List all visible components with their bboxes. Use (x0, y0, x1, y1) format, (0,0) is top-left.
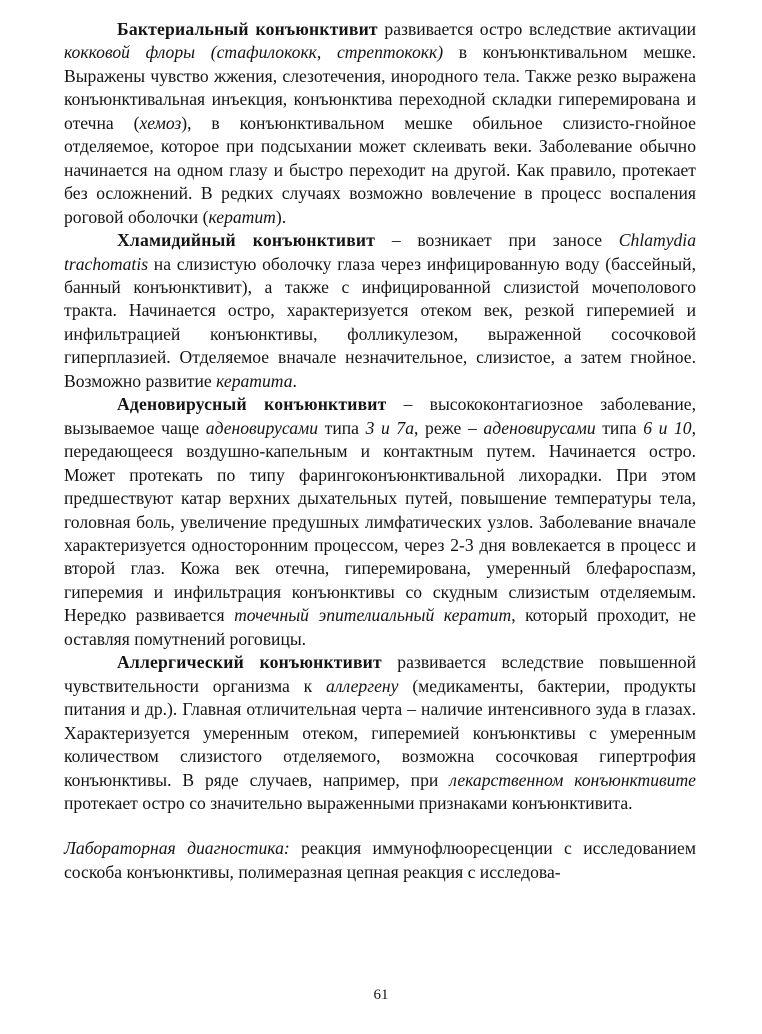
page-body (64, 18, 696, 884)
emphasis-keratitis: кератита (216, 370, 293, 391)
emphasis-types-3-7a: 3 и 7а (365, 417, 415, 438)
term-chlamydial-conjunctivitis: Хламидийный конъюнктивит (117, 230, 376, 251)
label-lab-diagnostics: Лабораторная диагностика: (64, 838, 290, 859)
emphasis-keratitis: кератит (208, 206, 276, 227)
emphasis-epithelial-keratitis: точечный эпителиальный кератит (234, 605, 512, 626)
emphasis-adenoviruses: аденовирусами (483, 417, 596, 438)
paragraph-lab-diagnostics: Лабораторная диагностика: реакция иммунофлюоресценции с исследованием соскоба конъюнктивы, полимеразная цепная реакция с исследова- (64, 838, 696, 882)
emphasis-allergen: аллергену (326, 675, 399, 696)
term-bacterial-conjunctivitis: Бактериальный конъюнктивит (117, 19, 378, 39)
term-allergic-conjunctivitis: Аллергический конъюнктивит (117, 652, 382, 673)
paragraph-adenoviral-conjunctivitis: Аденовирусный конъюнктивит – высококонтагиозное заболевание, вызываемое чаще аденовирусами типа 3 и 7а, реже – аденовирусами типа 6 и 10, передающееся воздушно-капельным и контактным путем. Начинается остро. Может протекать по типу фарингоконъюнктивальной лихорадки. При этом предшествуют катар верхних дыхательных путей, повышение температуры тела, головная боль, увеличение предушных лимфатических узлов. Заболевание вначале характеризуется односторонним процессом, через 2-3 дня вовлекается в процесс и второй глаз. Кожа век отечна, гиперемирована, умеренный блефароспазм, гиперемия и инфильтрация конъюнктивы со скудным слизистым отделяемым. Нередко развивается точечный эпителиальный кератит, который проходит, не оставляя помутнений роговицы. (64, 394, 697, 649)
emphasis-coccal-flora: кокковой флоры (стафилококк, стрептококк) (64, 42, 444, 63)
page-number: 61 (373, 987, 389, 1003)
paragraph-bacterial-conjunctivitis: Бактериальный конъюнктивит развивается остро вследствие актиvации кокковой флоры (стафилококк, стрептококк) в конъюнктивальном мешке. Выражены чувство жжения, слезотечения, инородного тела. Также резко выражена конъюнктивальная инъекция, конъюнктива переходной складки гиперемирована и отечна (хемоз), в конъюнктивальном мешке обильное слизисто-гнойное отделяемое, которое при подсыхании может склеивать веки. Заболевание обычно начинается на одном глазу и быстро переходит на другой. Как правило, протекает без осложнений. В редких случаях возможно вовлечение в процесс воспаления роговой оболочки (кератит). (64, 19, 696, 227)
emphasis-adenoviruses: аденовирусами (205, 417, 319, 438)
emphasis-drug-conjunctivitis: лекарственном конъюнктивите (449, 769, 696, 790)
term-adenoviral-conjunctivitis: Аденовирусный конъюнктивит (117, 394, 387, 415)
emphasis-chlamydia: Chlamydia trachomatis (64, 230, 696, 274)
paragraph-chlamydial-conjunctivitis: Хламидийный конъюнктивит – возникает при заносе Chlamydia trachomatis на слизистую оболочку глаза через инфицированную воду (бассейный, банный конъюнктивит), а также с инфицированной слизистой мочеполового тракта. Начинается остро, характеризуется отеком век, резкой гиперемией и инфильтрацией конъюнктивы, фолликулезом, выраженной сосочковой гиперплазией. Отделяемое вначале незначительное, слизистое, а затем гнойное. Возможно развитие кератита. (64, 230, 696, 391)
emphasis-chemosis: хемоз (139, 112, 182, 133)
emphasis-types-6-10: 6 и 10 (643, 417, 692, 438)
paragraph-allergic-conjunctivitis: Аллергический конъюнктивит развивается вследствие повышенной чувствительности организма к аллергену (медикаменты, бактерии, продукты питания и др.). Главная отличительная черта – наличие интенсивного зуда в глазах. Характеризуется умеренным отеком, гиперемией конъюнктивы с умеренным количеством слизистого отделяемого, возможна сосочковая гипертрофия конъюнктивы. В ряде случаев, например, при лекарственном конъюнктивите протекает остро со значительно выраженными признаками конъюнктивита. (64, 652, 696, 813)
